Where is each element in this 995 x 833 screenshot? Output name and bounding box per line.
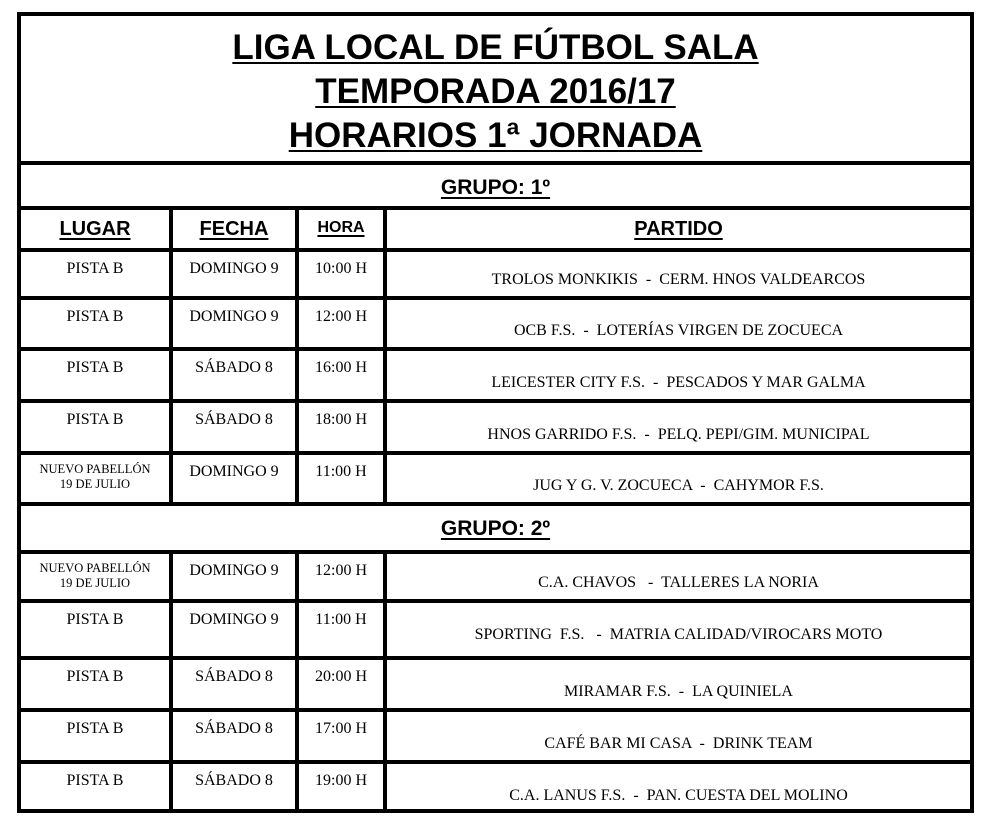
fecha-cell: DOMINGO 9	[173, 603, 299, 656]
partido-cell: LEICESTER CITY F.S. - PESCADOS Y MAR GALMA	[491, 374, 866, 391]
hora-cell: 20:00 H	[299, 660, 387, 708]
lugar-cell: PISTA B	[21, 403, 173, 451]
table-row	[21, 603, 970, 660]
fecha-cell: DOMINGO 9	[173, 554, 299, 599]
hora-cell: 10:00 H	[299, 252, 387, 296]
table-row	[21, 351, 970, 403]
fecha-cell: SÁBADO 8	[173, 660, 299, 708]
table-row	[21, 660, 970, 712]
partido-cell: HNOS GARRIDO F.S. - PELQ. PEPI/GIM. MUNICIPAL	[487, 426, 870, 443]
lugar-cell: PISTA B	[21, 252, 173, 296]
partido-cell: OCB F.S. - LOTERÍAS VIRGEN DE ZOCUECA	[513, 322, 844, 339]
column-header-row	[21, 210, 970, 252]
hora-cell: 19:00 H	[299, 764, 387, 809]
partido-cell: TROLOS MONKIKIS - CERM. HNOS VALDEARCOS	[491, 271, 866, 288]
table-row	[21, 252, 970, 300]
hora-cell: 11:00 H	[299, 603, 387, 656]
lugar-cell: PISTA B	[21, 603, 173, 656]
table-row	[21, 300, 970, 351]
fecha-cell: SÁBADO 8	[173, 712, 299, 760]
lugar-cell: NUEVO PABELLÓN 19 DE JULIO	[21, 554, 173, 599]
column-header-lugar: LUGAR	[21, 210, 173, 248]
hora-cell: 12:00 H	[299, 300, 387, 347]
partido-cell: JUG Y G. V. ZOCUECA - CAHYMOR F.S.	[533, 477, 824, 494]
column-header-partido: PARTIDO	[634, 218, 723, 240]
lugar-cell: PISTA B	[21, 712, 173, 760]
partido-cell: MIRAMAR F.S. - LA QUINIELA	[564, 683, 793, 700]
column-header-hora: HORA	[299, 210, 387, 248]
title-matchday: HORARIOS 1ª JORNADA	[288, 116, 703, 155]
hora-cell: 18:00 H	[299, 403, 387, 451]
column-header-fecha: FECHA	[173, 210, 299, 248]
lugar-cell: PISTA B	[21, 300, 173, 347]
group-header-2: GRUPO: 2º	[21, 506, 970, 554]
fecha-cell: DOMINGO 9	[173, 300, 299, 347]
fecha-cell: SÁBADO 8	[173, 764, 299, 809]
partido-cell: CAFÉ BAR MI CASA - DRINK TEAM	[544, 735, 813, 752]
schedule-table	[17, 12, 974, 813]
hora-cell: 17:00 H	[299, 712, 387, 760]
title-league: LIGA LOCAL DE FÚTBOL SALA	[232, 28, 759, 67]
partido-cell: C.A. LANUS F.S. - PAN. CUESTA DEL MOLINO	[509, 787, 848, 804]
lugar-cell: PISTA B	[21, 351, 173, 399]
hora-cell: 11:00 H	[299, 455, 387, 502]
title-block	[21, 16, 970, 165]
lugar-cell: PISTA B	[21, 660, 173, 708]
table-row	[21, 403, 970, 455]
partido-cell: C.A. CHAVOS - TALLERES LA NORIA	[538, 574, 819, 591]
fecha-cell: DOMINGO 9	[173, 455, 299, 502]
fecha-cell: SÁBADO 8	[173, 351, 299, 399]
group-header-1: GRUPO: 1º	[21, 165, 970, 210]
lugar-cell: PISTA B	[21, 764, 173, 809]
hora-cell: 16:00 H	[299, 351, 387, 399]
fecha-cell: DOMINGO 9	[173, 252, 299, 296]
partido-cell: SPORTING F.S. - MATRIA CALIDAD/VIROCARS MOTO	[474, 626, 883, 643]
table-row	[21, 764, 970, 809]
title-season: TEMPORADA 2016/17	[315, 72, 676, 111]
table-row	[21, 712, 970, 764]
lugar-cell: NUEVO PABELLÓN 19 DE JULIO	[21, 455, 173, 502]
table-row	[21, 455, 970, 506]
hora-cell: 12:00 H	[299, 554, 387, 599]
fecha-cell: SÁBADO 8	[173, 403, 299, 451]
table-row	[21, 554, 970, 603]
